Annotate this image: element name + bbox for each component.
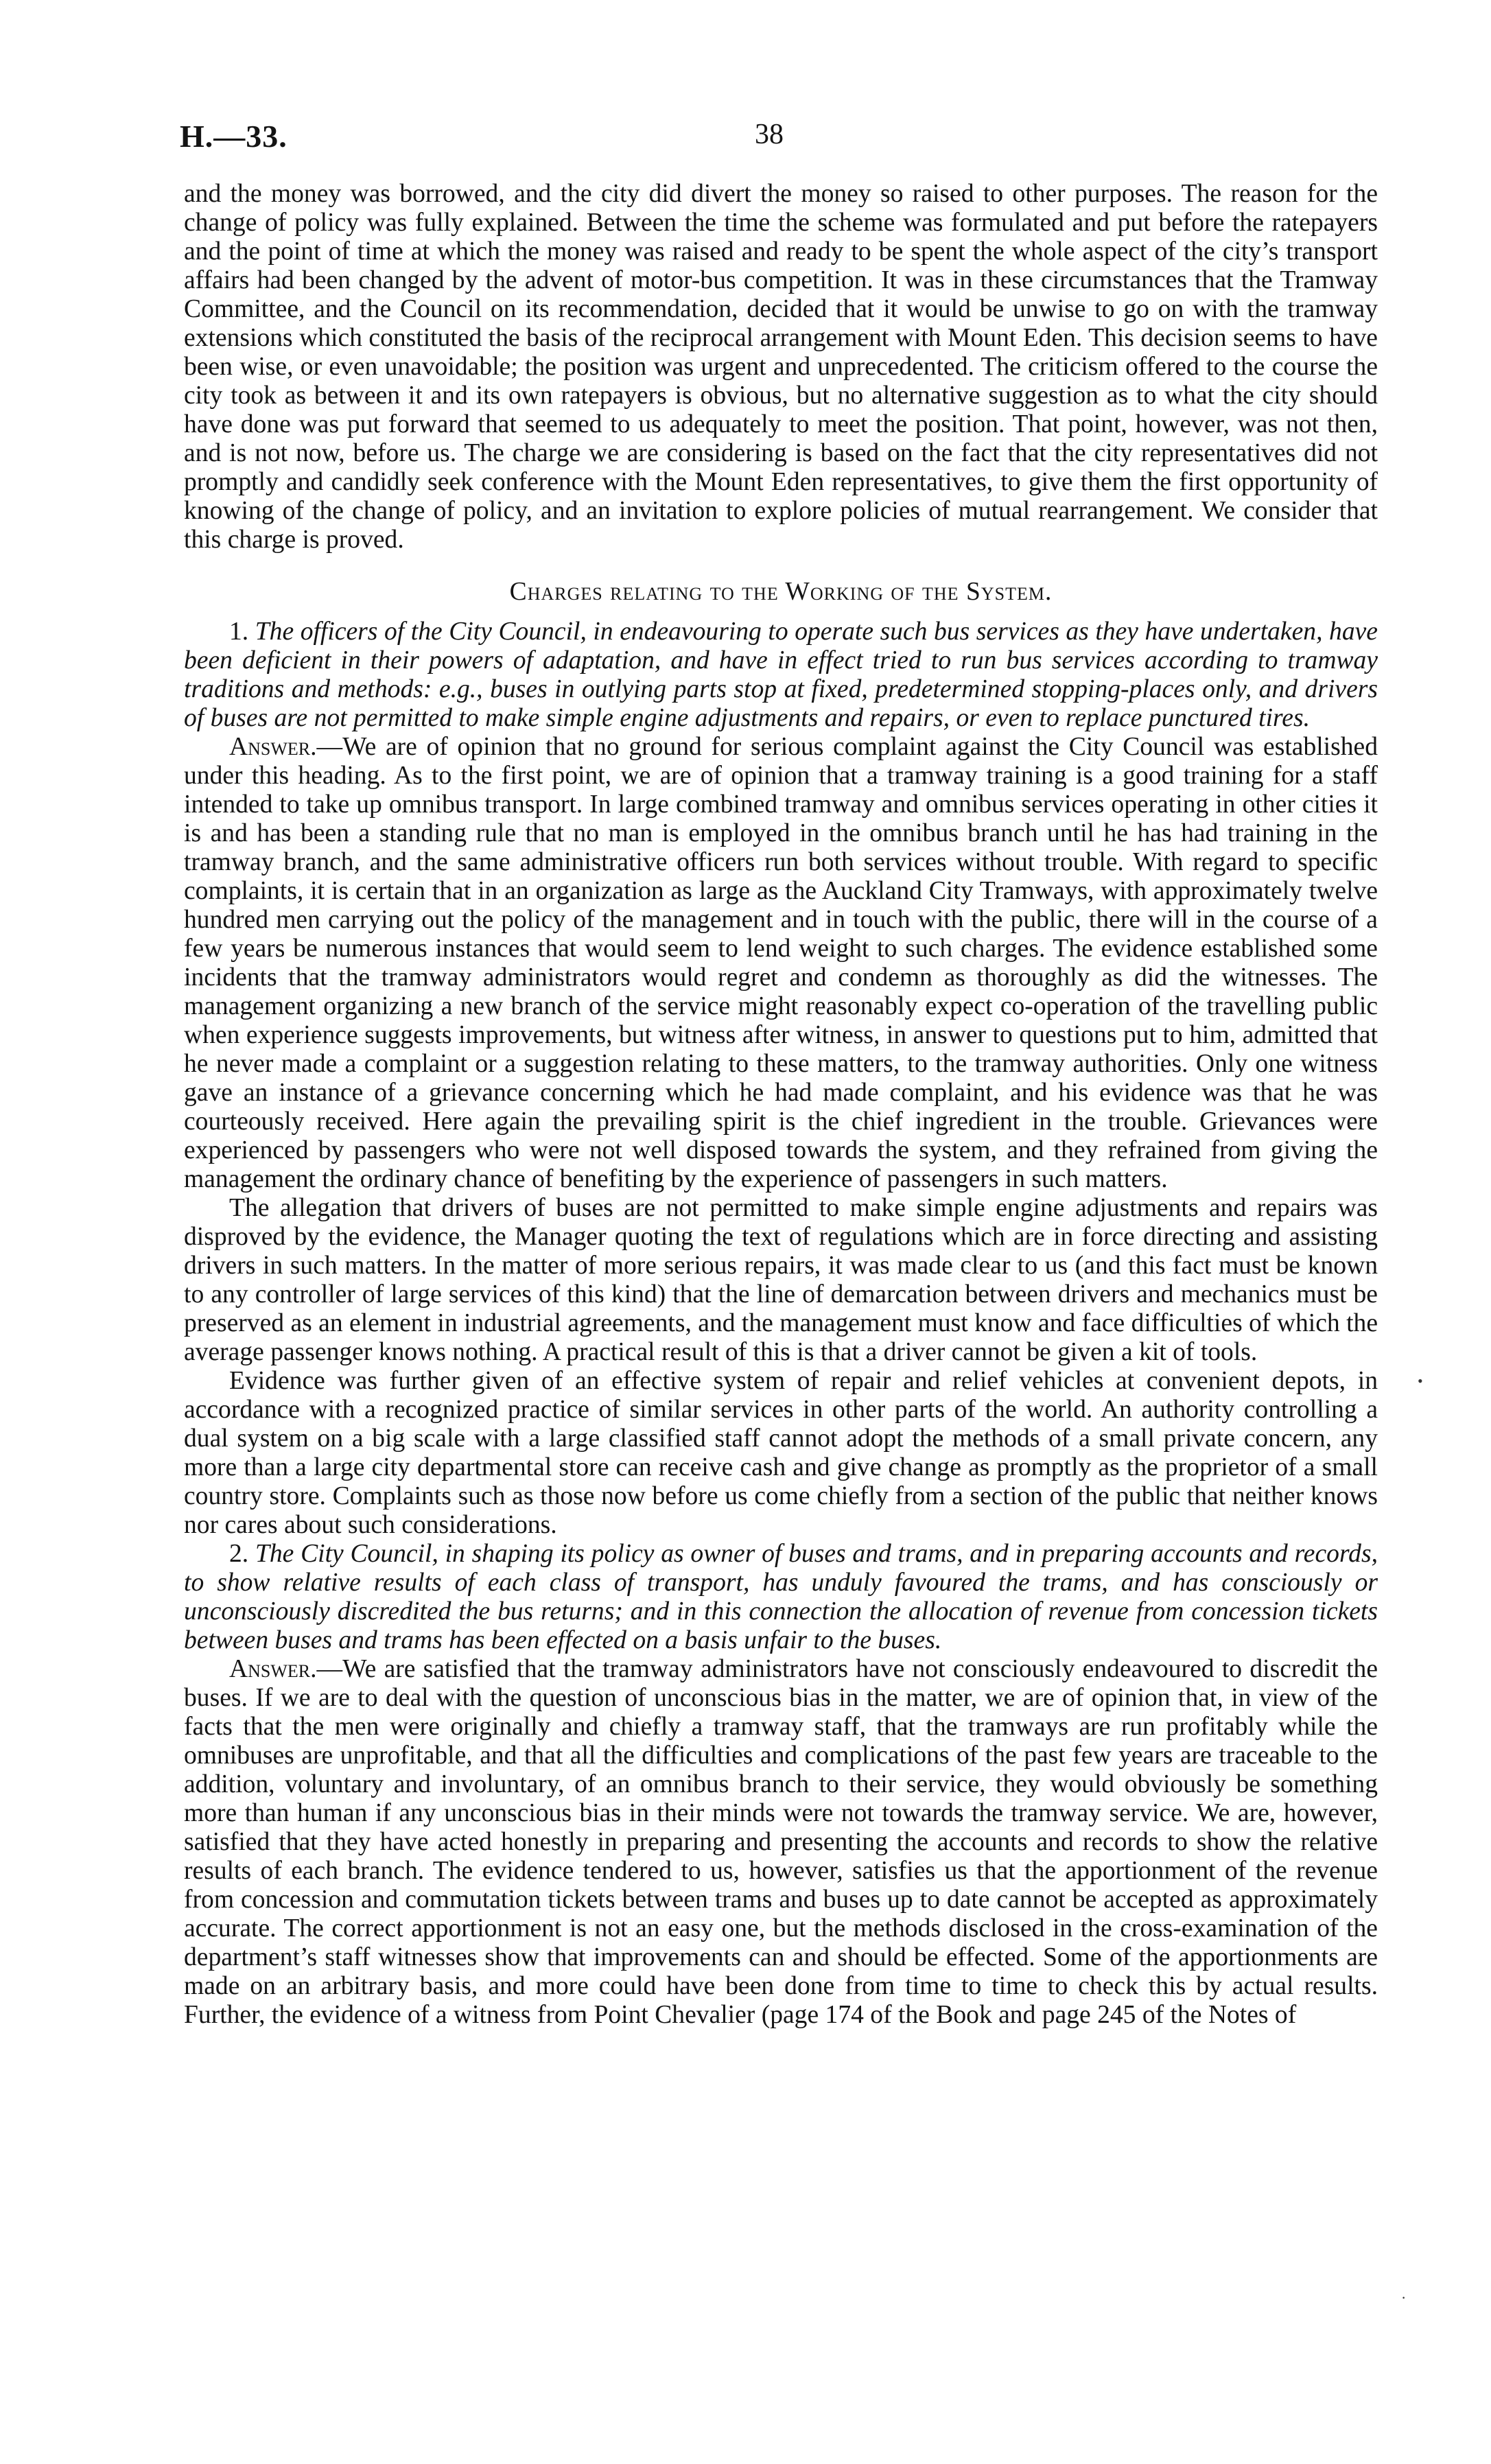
charge-1-number: 1. <box>229 618 249 646</box>
answer-2 <box>184 1655 1378 2030</box>
paragraph-opening: and the money was borrowed, and the city did divert the money so raised to other purposes. The reason for the change of policy was fully explained. Between the time the scheme was formulated and put before the ratepayers and the point of time at which the money was raised and ready to be spent the whole aspect of the city’s transport affairs had been changed by the advent of motor-bus competition. It was in these circumstances that the Tramway Committee, and the Council on its recommendation, decided that it would be unwise to go on with the tramway extensions which constituted the basis of the reciprocal arrangement with Mount Eden. This decision seems to have been wise, or even unavoidable; the position was urgent and unprecedented. The criticism offered to the course the city took as between it and its own ratepayers is obvious, but no alternative suggestion as to what the city should have done was put forward that seemed to us adequately to meet the position. That point, however, was not then, and is not now, before us. The charge we are considering is based on the fact that the city representatives did not promptly and candidly seek conference with the Mount Eden representatives, to give them the first opportunity of knowing of the change of policy, and an invitation to explore policies of mutual rearrangement. We consider that this charge is proved. <box>184 180 1378 554</box>
charge-2-text: The City Council, in shaping its policy as owner of buses and trams, and in preparing accounts and records, to show relative results of each class of transport, has unduly favoured the trams, and has consciously or unconsciously discredited the bus returns; and in this connection the allocation of revenue from concession tickets between buses and trams has been effected on a basis unfair to the buses. <box>184 1540 1378 1654</box>
charge-2-number: 2. <box>229 1540 249 1568</box>
charge-1-text: The officers of the City Council, in endeavouring to operate such bus services as they have undertaken, have been deficient in their powers of adaptation, and have in effect tried to run bus services according to tramway traditions and methods: e.g., buses in outlying parts stop at fixed, predetermined stopping-places only, and drivers of buses are not permitted to make simple engine adjustments and repairs, or even to replace punctured tires. <box>184 618 1378 732</box>
paragraph-drivers: The allegation that drivers of buses are not permitted to make simple engine adjustments and repairs was disproved by the evidence, the Manager quoting the text of regulations which are in force directing and assisting drivers in such matters. In the matter of more serious repairs, it was made clear to us (and this fact must be known to any controller of large services of this kind) that the line of demarcation between drivers and mechanics must be preserved as an element in industrial agreements, and the management must know and face difficulties of which the average passenger knows nothing. A practical result of this is that a driver cannot be given a kit of tools. <box>184 1194 1378 1366</box>
document-body <box>184 180 1378 2030</box>
answer-2-text: —We are satisfied that the tramway administrators have not consciously endeavoured to discredit the buses. If we are to deal with the question of unconscious bias in the matter, we are of opinion that, in view of the facts that the men were originally and chiefly a tramway staff, that the tramways are run profitably while the omnibuses are unprofitable, and that all the difficulties and complications of the past few years are traceable to the addition, voluntary and involuntary, of an omnibus branch to their service, they would obviously be something more than human if any unconscious bias in their minds were not towards the tramway service. We are, however, satisfied that they have acted honestly in preparing and presenting the accounts and records to show the relative results of each branch. The evidence tendered to us, however, satisfies us that the apportionment of the revenue from concession and commutation tickets between trams and buses up to date cannot be accepted as approximately accurate. The correct apportionment is not an easy one, but the methods disclosed in the cross-examination of the department’s staff witnesses show that improvements can and should be effected. Some of the apportionments are made on an arbitrary basis, and more could have been done from time to time to check this by actual results. Further, the evidence of a witness from Point Chevalier (page 174 of the Book and page 245 of the Notes of <box>184 1655 1378 2029</box>
document-reference: H.—33. <box>180 119 287 154</box>
page-number: 38 <box>755 119 784 150</box>
answer-1 <box>184 733 1378 1194</box>
answer-1-label: Answer. <box>229 733 317 761</box>
charge-1 <box>184 618 1378 733</box>
answer-1-text: —We are of opinion that no ground for serious complaint against the City Council was established under this heading. As to the first point, we are of opinion that a tramway training is a good training for a staff intended to take up omnibus transport. In large combined tramway and omnibus services operating in other cities it is and has been a standing rule that no man is employed in the omnibus branch until he has had training in the tramway branch, and the same administrative officers run both services without trouble. With regard to specific complaints, it is certain that in an organization as large as the Auckland City Tramways, with approximately twelve hundred men carrying out the policy of the management and in touch with the public, there will in the course of a few years be numerous instances that would seem to lend weight to such charges. The evidence established some incidents that the tramway administrators would regret and condemn as thoroughly as did the witnesses. The management organizing a new branch of the service might reasonably expect co-operation of the travelling public when experience suggests improvements, but witness after witness, in answer to questions put to him, admitted that he never made a complaint or a suggestion relating to these matters, to the tramway authorities. Only one witness gave an instance of a grievance concerning which he had made complaint, and his evidence was that he was courteously received. Here again the prevailing spirit is the chief ingredient in the trouble. Grievances were experienced by passengers who were not well disposed towards the system, and they refrained from giving the management the ordinary chance of benefiting by the experience of passengers in such matters. <box>184 733 1378 1193</box>
answer-2-label: Answer. <box>229 1655 317 1683</box>
paragraph-evidence: Evidence was further given of an effective system of repair and relief vehicles at convenient depots, in accordance with a recognized practice of similar services in other parts of the world. An authority controlling a dual system on a big scale with a large classified staff cannot adopt the methods of a small private concern, any more than a large city departmental store can receive cash and give change as promptly as the proprietor of a small country store. Complaints such as those now before us come chiefly from a section of the public that neither knows nor cares about such considerations. <box>184 1367 1378 1539</box>
section-heading: Charges relating to the Working of the System. <box>509 578 1053 606</box>
margin-dot-mark: · <box>1401 2289 1407 2306</box>
margin-dot-mark: • <box>1418 1372 1423 1389</box>
charge-2 <box>184 1540 1378 1655</box>
